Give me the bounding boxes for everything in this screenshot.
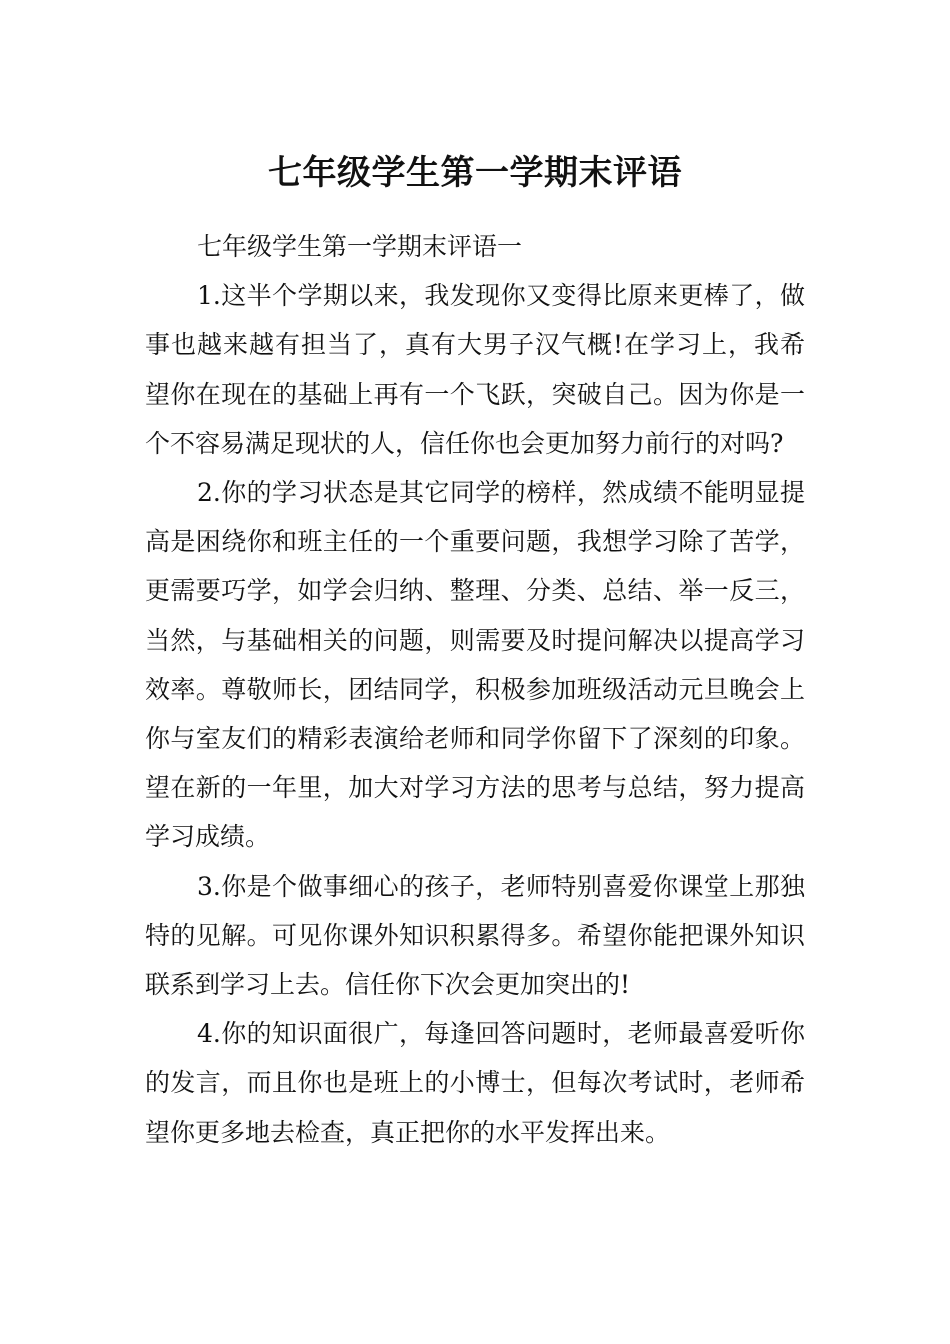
document-title: 七年级学生第一学期末评语 xyxy=(268,152,682,193)
comment-paragraph-3: 3.你是个做事细心的孩子，老师特别喜爱你课堂上那独特的见解。可见你课外知识积累得多。希望你能把课外知识联系到学习上去。信任你下次会更加突出的! xyxy=(145,871,805,1000)
comment-paragraph-4: 4.你的知识面很广，每逢回答问题时，老师最喜爱听你的发言，而且你也是班上的小博士，但每次考试时，老师希望你更多地去检查，真正把你的水平发挥出来。 xyxy=(145,1019,805,1147)
section-heading: 七年级学生第一学期末评语一 xyxy=(197,232,523,261)
document-body xyxy=(145,222,805,1157)
comment-paragraph-1: 1.这半个学期以来，我发现你又变得比原来更棒了，做事也越来越有担当了，真有大男子汉气概!在学习上，我希望你在现在的基础上再有一个飞跃，突破自己。因为你是一个不容易满足现状的人，信任你也会更加努力前行的对吗? xyxy=(145,281,805,458)
comment-paragraph-2: 2.你的学习状态是其它同学的榜样，然成绩不能明显提高是困绕你和班主任的一个重要问题，我想学习除了苦学，更需要巧学，如学会归纳、整理、分类、总结、举一反三，当然，与基础相关的问题，则需要及时提问解决以提高学习效率。尊敬师长，团结同学，积极参加班级活动元旦晚会上你与室友们的精彩表演给老师和同学你留下了深刻的印象。望在新的一年里，加大对学习方法的思考与总结，努力提高学习成绩。 xyxy=(145,478,805,852)
